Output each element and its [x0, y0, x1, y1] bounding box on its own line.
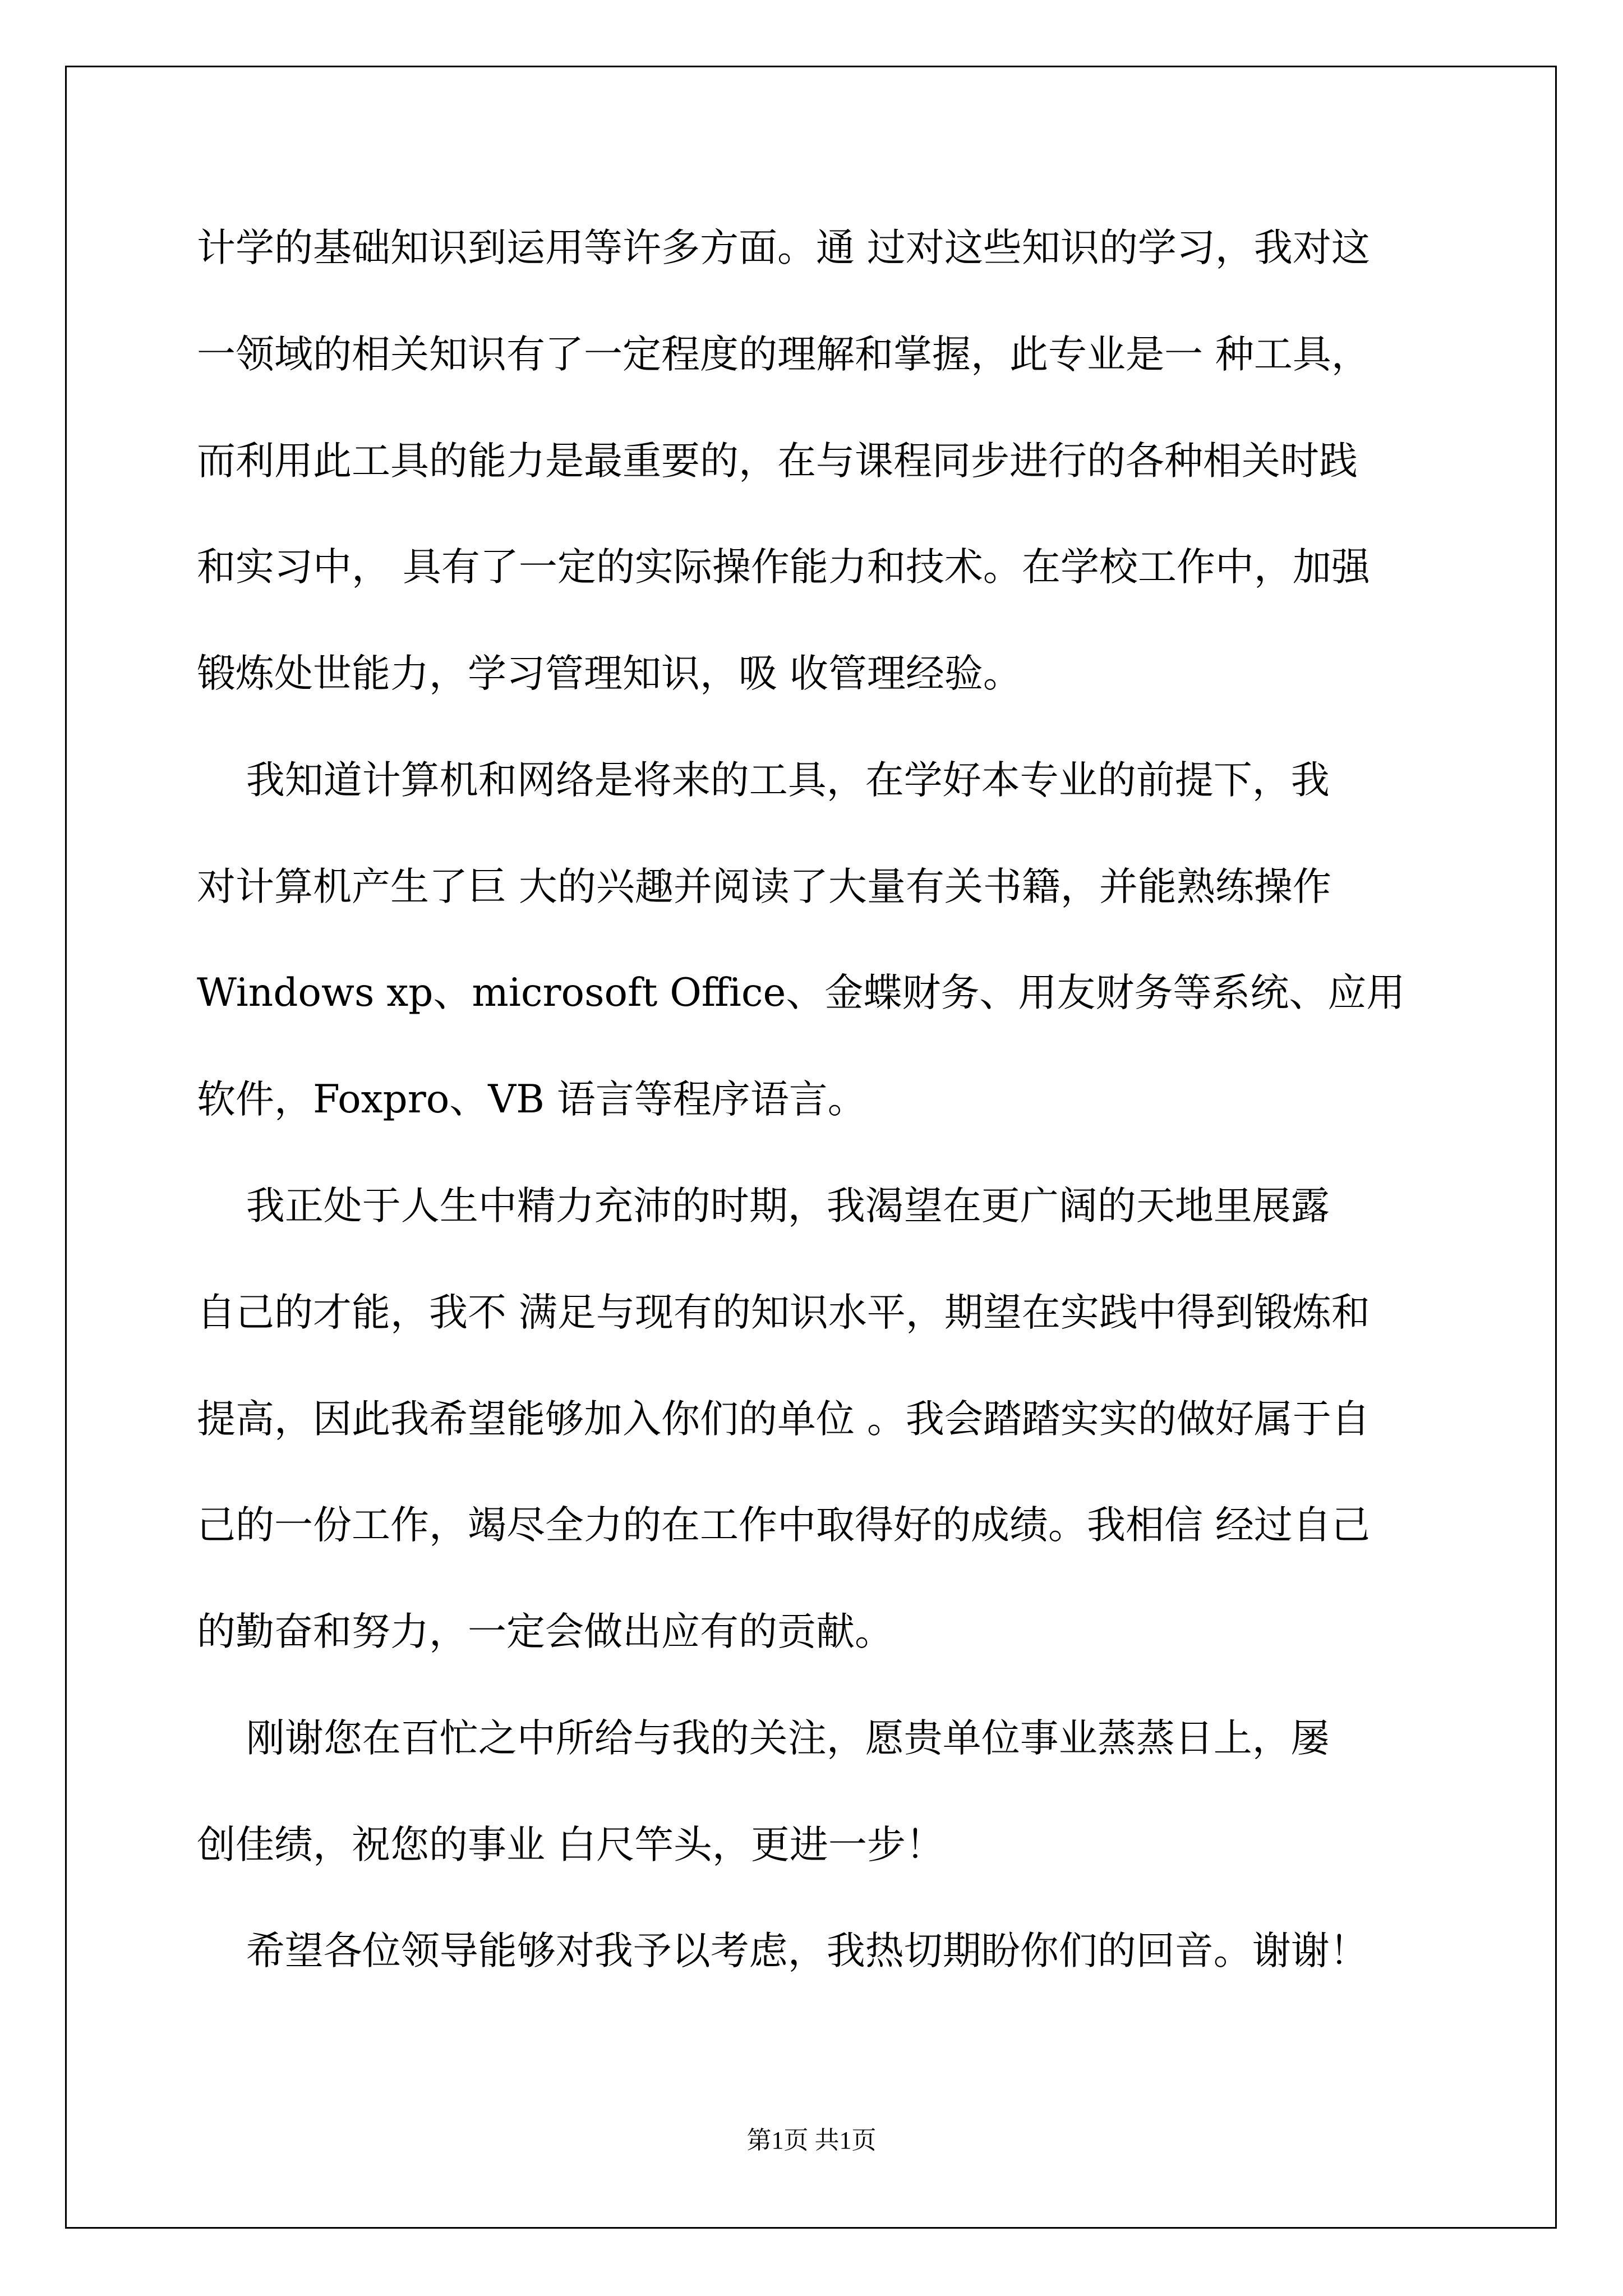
text-line: Windows xp、microsoft Office、金蝶财务、用友财务等系统、应用 — [197, 970, 1405, 1015]
text-line: 计学的基础知识到运用等许多方面。通 过对这些知识的学习，我对这 — [197, 226, 1370, 270]
text-line: 自己的才能，我不 满足与现有的知识水平，期望在实践中得到锻炼和 — [197, 1290, 1370, 1335]
text-line: 创佳绩，祝您的事业 白尺竿头，更进一步！ — [197, 1823, 944, 1867]
text-line: 和实习中， 具有了一定的实际操作能力和技术。在学校工作中，加强 — [197, 545, 1370, 590]
text-line: 刚谢您在百忙之中所给与我的关注，愿贵单位事业蒸蒸日上，屡 — [197, 1716, 1330, 1761]
text-line: 我正处于人生中精力充沛的时期，我渴望在更广阔的天地里展露 — [197, 1184, 1330, 1228]
text-line: 己的一份工作，竭尽全力的在工作中取得好的成绩。我相信 经过自己 — [197, 1503, 1370, 1548]
page-footer: 第1页 共1页 — [746, 2127, 877, 2154]
text-line: 希望各位领导能够对我予以考虑，我热切期盼你们的回音。谢谢！ — [197, 1929, 1368, 1973]
text-line: 我知道计算机和网络是将来的工具，在学好本专业的前提下，我 — [197, 758, 1330, 803]
text-line: 锻炼处世能力，学习管理知识，吸 收管理经验。 — [197, 651, 1022, 696]
text-line: 对计算机产生了巨 大的兴趣并阅读了大量有关书籍，并能熟练操作 — [197, 864, 1331, 909]
text-line: 的勤奋和努力，一定会做出应有的贡献。 — [197, 1609, 893, 1654]
text-line: 提高，因此我希望能够加入你们的单位 。我会踏踏实实的做好属于自 — [197, 1397, 1370, 1442]
page-border — [65, 66, 1557, 2229]
text-line: 而利用此工具的能力是最重要的，在与课程同步进行的各种相关时践 — [197, 439, 1358, 484]
text-line: 一领域的相关知识有了一定程度的理解和掌握，此专业是一 种工具， — [197, 332, 1370, 377]
text-line: 软件，Foxpro、VB 语言等程序语言。 — [197, 1077, 866, 1122]
